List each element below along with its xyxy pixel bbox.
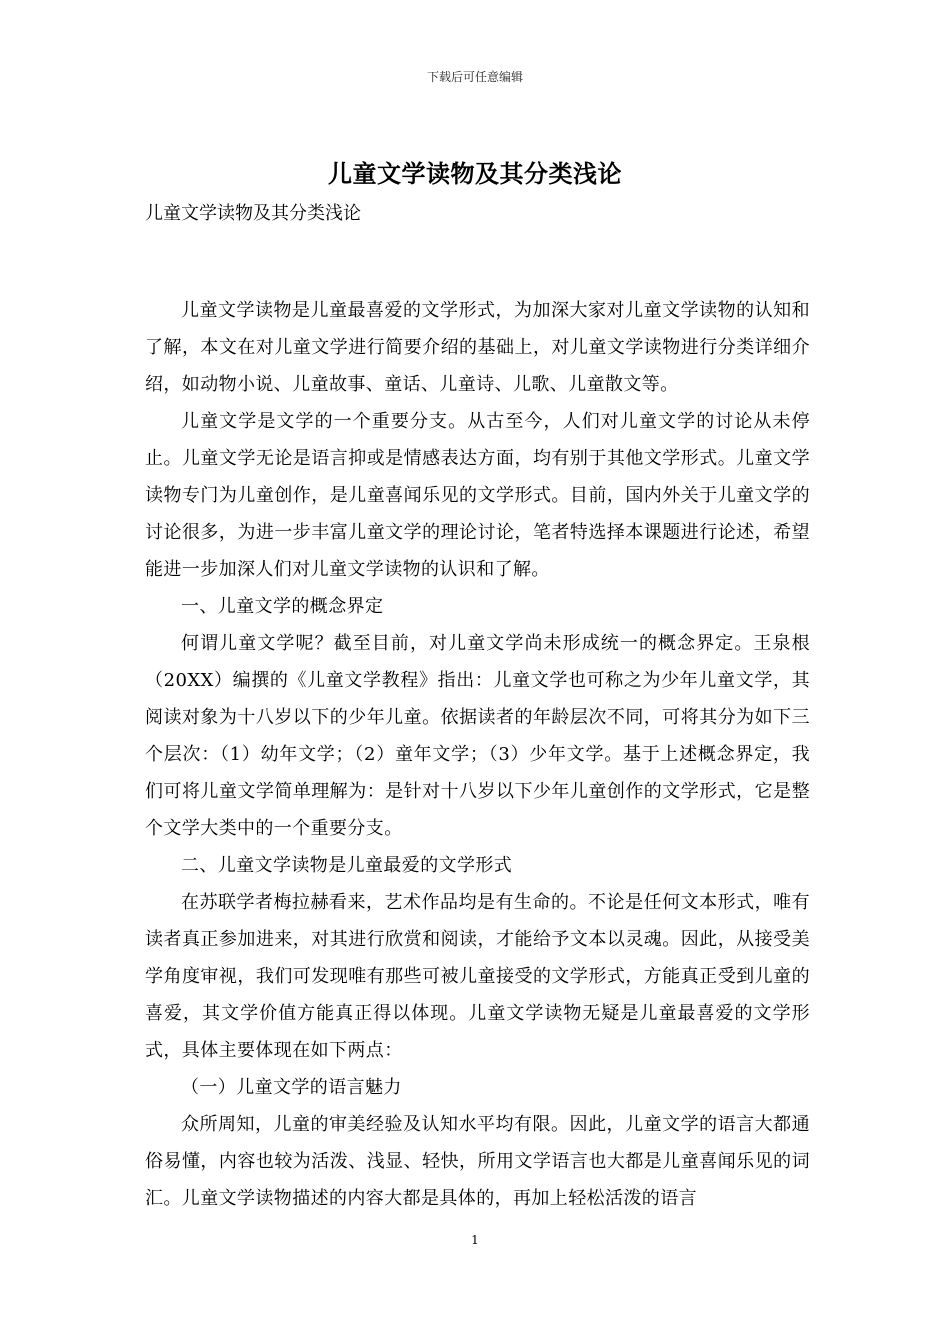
section-heading-1: 一、儿童文学的概念界定 [181, 596, 384, 617]
section-1-paragraph: 何谓儿童文学呢？截至目前，对儿童文学尚未形成统一的概念界定。王泉根（20XX）编撰的《儿童文学教程》指出：儿童文学也可称之为少年儿童文学，其阅读对象为十八岁以下的少年儿童。依据读者的年龄层次不同，可将其分为如下三个层次：（1）幼年文学；（2）童年文学；（3）少年文学。基于上述概念界定，我们可将儿童文学简单理解为：是针对十八岁以下少年儿童创作的文学形式，它是整个文学大类中的一个重要分支。 [145, 633, 810, 839]
document-body [145, 200, 810, 1217]
spacer [145, 228, 810, 292]
subsection-heading-1: （一）儿童文学的语言魅力 [181, 1077, 402, 1098]
abstract-paragraph: 儿童文学读物是儿童最喜爱的文学形式，为加深大家对儿童文学读物的认知和了解，本文在对儿童文学进行简要介绍的基础上，对儿童文学读物进行分类详细介绍，如动物小说、儿童故事、童话、儿童诗、儿歌、儿童散文等。 [145, 300, 810, 395]
header-note: 下载后可任意编辑 [426, 70, 523, 84]
section-heading-2: 二、儿童文学读物是儿童最爱的文学形式 [181, 855, 513, 876]
section-2-paragraph: 在苏联学者梅拉赫看来，艺术作品均是有生命的。不论是任何文本形式，唯有读者真正参加进来，对其进行欣赏和阅读，才能给予文本以灵魂。因此，从接受美学角度审视，我们可发现唯有那些可被儿童接受的文学形式，方能真正受到儿童的喜爱，其文学价值方能真正得以体现。儿童文学读物无疑是儿童最喜爱的文学形式，具体主要体现在如下两点： [145, 892, 810, 1061]
document-title: 儿童文学读物及其分类浅论 [328, 159, 622, 188]
document-subtitle: 儿童文学读物及其分类浅论 [145, 203, 361, 224]
subsection-1-paragraph: 众所周知，儿童的审美经验及认知水平均有限。因此，儿童文学的语言大都通俗易懂，内容也较为活泼、浅显、轻快，所用文学语言也大都是儿童喜闻乐见的词汇。儿童文学读物描述的内容大都是具体的，再加上轻松活泼的语言 [145, 1114, 810, 1209]
intro-paragraph: 儿童文学是文学的一个重要分支。从古至今，人们对儿童文学的讨论从未停止。儿童文学无论是语言抑或是情感表达方面，均有别于其他文学形式。儿童文学读物专门为儿童创作，是儿童喜闻乐见的文学形式。目前，国内外关于儿童文学的讨论很多，为进一步丰富儿童文学的理论讨论，笔者特选择本课题进行论述，希望能进一步加深人们对儿童文学读物的认识和了解。 [145, 411, 810, 580]
page-number: 1 [471, 1233, 479, 1247]
